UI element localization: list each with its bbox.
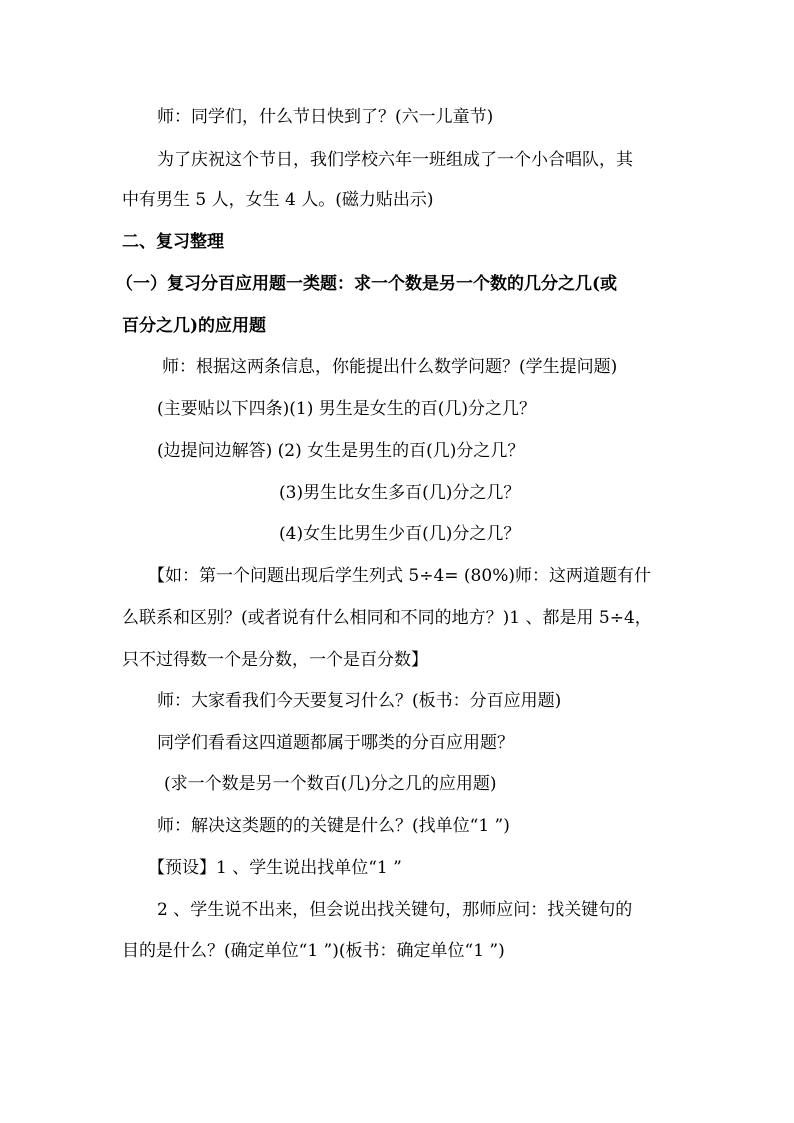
paragraph-line: 只不过得数一个是分数，一个是百分数】 [122, 650, 428, 670]
paragraph-line: 师：同学们，什么节日快到了？(六一儿童节) [157, 107, 494, 127]
paragraph-line: 中有男生 5 人，女生 4 人。(磁力贴出示) [122, 190, 434, 210]
question-line: (主要贴以下四条)(1) 男生是女生的百(几)分之几？ [157, 399, 537, 419]
paragraph-line: 师：解决这类题的的关键是什么？(找单位“1 ”) [157, 816, 510, 836]
paragraph-line: 【如：第一个问题出现后学生列式 5÷4= (80%)师：这两道题有什 [148, 566, 651, 586]
paragraph-line: 么联系和区别？(或者说有什么相同和不同的地方？)1 、都是用 5÷4， [122, 608, 652, 628]
paragraph-line: 目的是什么？(确定单位“1 ”)(板书：确定单位“1 ”) [122, 941, 505, 961]
paragraph-line: 为了庆祝这个节日，我们学校六年一班组成了一个小合唱队，其 [157, 150, 633, 170]
question-line: (4)女生比男生少百(几)分之几？ [279, 524, 521, 544]
subsection-heading: （一）复习分百应用题一类题：求一个数是另一个数的几分之几(或 [116, 274, 618, 294]
paragraph-line: (求一个数是另一个数百(几)分之几的应用题) [164, 774, 497, 794]
paragraph-line: 同学们看看这四道题都属于哪类的分百应用题？ [157, 733, 514, 753]
subsection-heading-continued: 百分之几)的应用题 [122, 316, 267, 336]
paragraph-line: 【预设】1 、学生说出找单位“1 ” [148, 858, 402, 878]
paragraph-line: 师：大家看我们今天要复习什么？(板书：分百应用题) [157, 691, 562, 711]
paragraph-line: 2 、学生说不出来，但会说出找关键句，那师应问：找关键句的 [157, 900, 633, 920]
paragraph-line: 师：根据这两条信息，你能提出什么数学问题？(学生提问题) [162, 357, 618, 377]
section-heading: 二、复习整理 [122, 232, 224, 252]
question-line: (3)男生比女生多百(几)分之几？ [279, 483, 521, 503]
question-line: (边提问边解答) (2) 女生是男生的百(几)分之几？ [157, 441, 525, 461]
